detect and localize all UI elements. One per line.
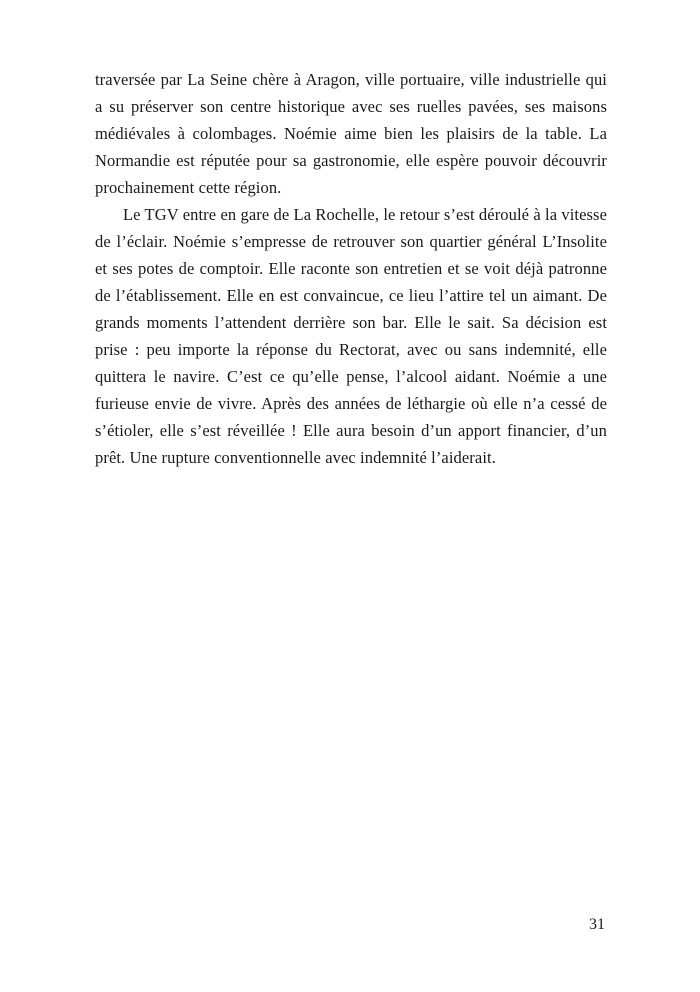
paragraph-2: Le TGV entre en gare de La Rochelle, le retour s’est déroulé à la vitesse de l’éclair. Noémie s’empresse de retrouver son quartier général L’Insolite et ses potes de comptoir. Elle raconte son entretien et se voit déjà patronne de l’établissement. Elle en est convaincue, ce lieu l’attire tel un aimant. De grands moments l’attendent derrière son bar. Elle le sait. Sa décision est prise : peu importe la réponse du Rectorat, avec ou sans indemnité, elle quittera le navire. C’est ce qu’elle pense, l’alcool aidant. Noémie a une furieuse envie de vivre. Après des années de léthargie où elle n’a cessé de s’étioler, elle s’est réveillée ! Elle aura besoin d’un apport financier, d’un prêt. Une rupture conventionnelle avec indemnité l’aiderait.	[95, 205, 607, 467]
paragraph-1: traversée par La Seine chère à Aragon, ville portuaire, ville industrielle qui a su préserver son centre historique avec ses ruelles pavées, ses maisons médiévales à colombages. Noémie aime bien les plaisirs de la table. La Normandie est réputée pour sa gastronomie, elle espère pouvoir découvrir prochainement cette région.	[95, 70, 607, 197]
page-number: 31	[589, 916, 605, 933]
body-text	[95, 66, 607, 471]
